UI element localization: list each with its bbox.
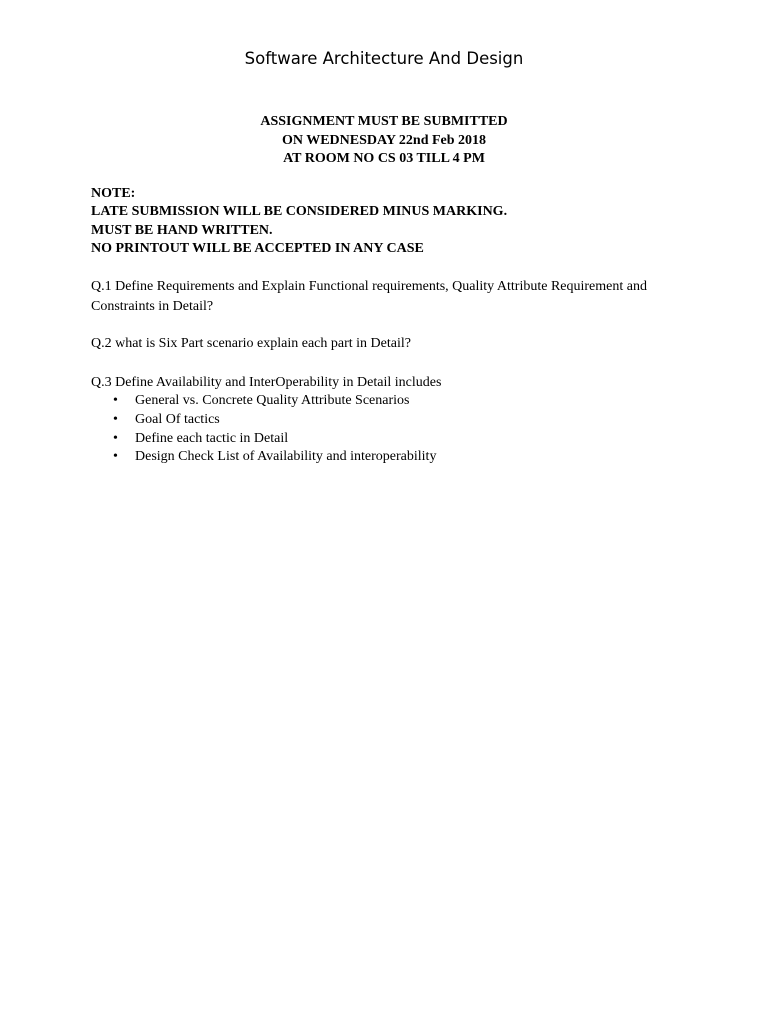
question-2: Q.2 what is Six Part scenario explain each part in Detail? bbox=[91, 336, 411, 351]
list-item bbox=[113, 392, 681, 411]
list-item-text: Goal Of tactics bbox=[135, 411, 220, 427]
list-item-text: Define each tactic in Detail bbox=[135, 430, 289, 446]
bullet-icon: • bbox=[113, 430, 118, 446]
question-1: Q.1 Define Requirements and Explain Functional requirements, Quality Attribute Requirement and Constraints in Detail? bbox=[91, 279, 647, 314]
note-line: NO PRINTOUT WILL BE ACCEPTED IN ANY CASE bbox=[91, 240, 424, 256]
list-item-text: General vs. Concrete Quality Attribute Scenarios bbox=[135, 393, 410, 408]
list-item bbox=[113, 448, 681, 467]
question-3: Q.3 Define Availability and InterOperability in Detail includes bbox=[91, 374, 442, 390]
bullet-icon: • bbox=[113, 393, 118, 408]
note-block bbox=[91, 185, 507, 258]
list-item-text: Design Check List of Availability and interoperability bbox=[135, 449, 437, 465]
document-title: Software Architecture And Design bbox=[244, 49, 524, 68]
notice-line: ON WEDNESDAY 22nd Feb 2018 bbox=[281, 132, 487, 148]
submission-notice bbox=[0, 113, 768, 169]
questions-section bbox=[91, 277, 681, 467]
list-item bbox=[113, 411, 681, 430]
note-heading: NOTE: bbox=[91, 186, 136, 201]
note-line: MUST BE HAND WRITTEN. bbox=[91, 222, 273, 238]
bullet-icon: • bbox=[113, 449, 118, 465]
note-line: LATE SUBMISSION WILL BE CONSIDERED MINUS MARKING. bbox=[91, 204, 508, 220]
bullet-icon: • bbox=[113, 411, 118, 427]
question-3-bullet-list bbox=[91, 392, 681, 467]
notice-line: ASSIGNMENT MUST BE SUBMITTED bbox=[260, 114, 508, 129]
list-item bbox=[113, 430, 681, 449]
notice-line: AT ROOM NO CS 03 TILL 4 PM bbox=[283, 151, 485, 166]
